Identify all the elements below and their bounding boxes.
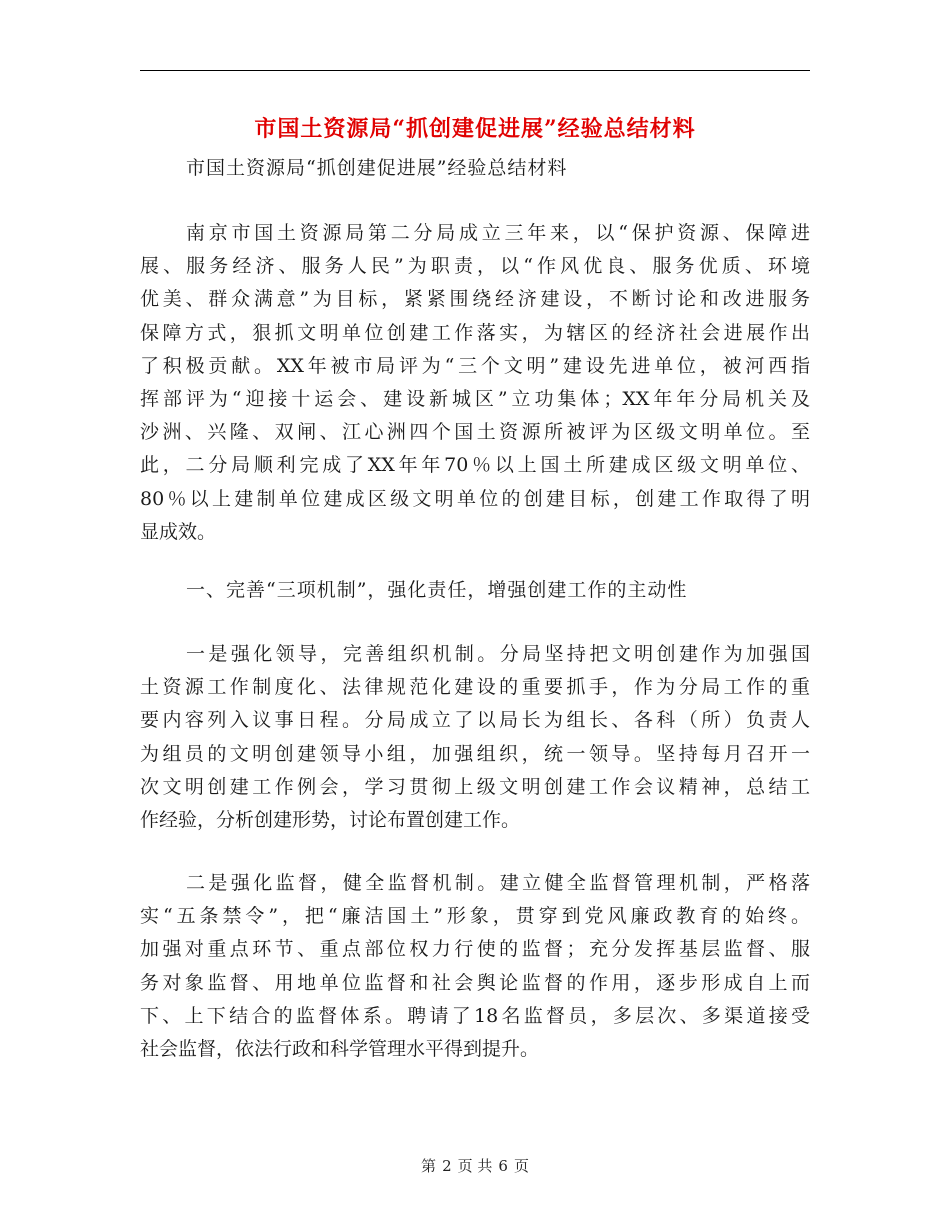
paragraph-line: 展、服务经济、服务人民”为职责，以“作风优良、服务优质、环境 bbox=[140, 255, 810, 278]
footer-current-page: 2 bbox=[442, 1157, 452, 1175]
section-heading-1: 一、完善“三项机制”，强化责任，增强创建工作的主动性 bbox=[186, 579, 688, 601]
page-footer bbox=[0, 1155, 950, 1176]
header-rule bbox=[140, 70, 810, 71]
paragraph-line: 显成效。 bbox=[140, 520, 217, 543]
footer-prefix: 第 bbox=[421, 1157, 437, 1175]
paragraph-intro bbox=[140, 217, 810, 549]
paragraph-leadership bbox=[140, 638, 810, 837]
footer-middle: 页 共 bbox=[457, 1157, 493, 1175]
paragraph-line: 了积极贡献。XX年被市局评为“三个文明”建设先进单位，被河西指 bbox=[140, 354, 810, 377]
paragraph-line: 80％以上建制单位建成区级文明单位的创建目标，创建工作取得了明 bbox=[140, 487, 810, 510]
paragraph-line: 土资源工作制度化、法律规范化建设的重要抓手，作为分局工作的重 bbox=[140, 676, 810, 699]
paragraph-line: 挥部评为“迎接十运会、建设新城区”立功集体；XX年年分局机关及 bbox=[140, 387, 810, 410]
paragraph-line: 优美、群众满意”为目标，紧紧围绕经济建设，不断讨论和改进服务 bbox=[140, 288, 810, 311]
document-title: 市国土资源局“抓创建促进展”经验总结材料 bbox=[254, 116, 696, 142]
paragraph-line: 下、上下结合的监督体系。聘请了18名监督员，多层次、多渠道接受 bbox=[140, 1004, 810, 1027]
paragraph-line: 二是强化监督，健全监督机制。建立健全监督管理机制，严格落 bbox=[186, 872, 810, 894]
paragraph-supervision bbox=[140, 867, 810, 1066]
document-subtitle: 市国土资源局“抓创建促进展”经验总结材料 bbox=[186, 157, 568, 179]
paragraph-line: 作经验，分析创建形势，讨论布置创建工作。 bbox=[140, 808, 521, 831]
footer-suffix: 页 bbox=[513, 1157, 529, 1175]
paragraph-line: 为组员的文明创建领导小组，加强组织，统一领导。坚持每月召开一 bbox=[140, 742, 810, 765]
paragraph-line: 社会监督，依法行政和科学管理水平得到提升。 bbox=[140, 1037, 540, 1060]
paragraph-line: 要内容列入议事日程。分局成立了以局长为组长、各科（所）负责人 bbox=[140, 709, 810, 732]
paragraph-line: 此，二分局顺利完成了XX年年70％以上国土所建成区级文明单位、 bbox=[140, 454, 810, 477]
paragraph-line: 南京市国土资源局第二分局成立三年来，以“保护资源、保障进 bbox=[186, 222, 810, 244]
paragraph-line: 沙洲、兴隆、双闸、江心洲四个国土资源所被评为区级文明单位。至 bbox=[140, 421, 810, 444]
paragraph-line: 务对象监督、用地单位监督和社会舆论监督的作用，逐步形成自上而 bbox=[140, 971, 810, 994]
paragraph-line: 一是强化领导，完善组织机制。分局坚持把文明创建作为加强国 bbox=[186, 643, 810, 665]
paragraph-line: 次文明创建工作例会，学习贯彻上级文明创建工作会议精神，总结工 bbox=[140, 775, 810, 798]
paragraph-line: 加强对重点环节、重点部位权力行使的监督；充分发挥基层监督、服 bbox=[140, 938, 810, 961]
paragraph-line: 实“五条禁令”，把“廉洁国土”形象，贯穿到党风廉政教育的始终。 bbox=[140, 905, 810, 928]
paragraph-line: 保障方式，狠抓文明单位创建工作落实，为辖区的经济社会进展作出 bbox=[140, 321, 810, 344]
footer-total-pages: 6 bbox=[498, 1157, 508, 1175]
